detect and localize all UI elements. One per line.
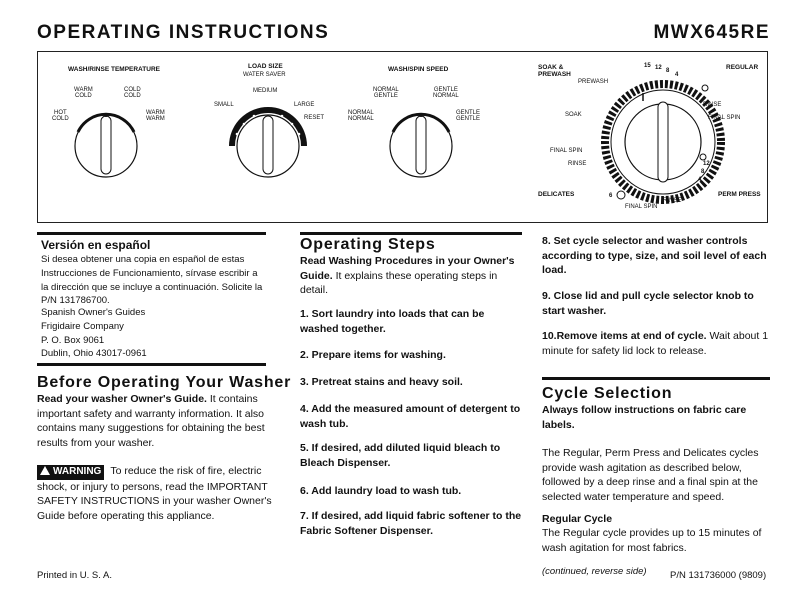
soak-prewash-label: SOAK & PREWASH: [538, 64, 571, 78]
cold-cold-label: COLD COLD: [124, 87, 141, 100]
rinse-label-1: RINSE: [703, 102, 722, 108]
before-rule: [37, 363, 266, 366]
reset-label: RESET: [304, 115, 325, 121]
warning-triangle-icon: [40, 466, 50, 475]
warm-cold-label: WARM COLD: [74, 87, 93, 100]
step-7: 7. If desired, add liquid fabric softener to the Fabric Softener Dispenser.: [300, 510, 522, 537]
warm-warm-label: WARM WARM: [146, 110, 165, 123]
step-8: 8. Set cycle selector and washer controls according to type, size, and soil level of each load.: [542, 235, 767, 276]
printed-in: Printed in U. S. A.: [37, 570, 112, 581]
step-6: 6. Add laundry load to wash tub.: [300, 485, 462, 497]
step-2: 2. Prepare items for washing.: [300, 349, 446, 361]
cycle-text: The Regular, Perm Press and Delicates cycles provide wash agitation as described below, followed by a deep rinse and a final spin at the selected water temperature and speed.: [542, 447, 759, 503]
large-label: LARGE: [294, 102, 315, 108]
step-1: 1. Sort laundry into loads that can be washed together.: [300, 308, 485, 335]
steps-intro: [300, 254, 522, 298]
regular-cycle-heading: Regular Cycle: [542, 513, 613, 525]
wash-rinse-title: WASH/RINSE TEMPERATURE: [68, 66, 160, 73]
wash-spin-title: WASH/SPIN SPEED: [388, 66, 449, 73]
continued-note: (continued, reverse side): [542, 566, 647, 577]
timer-12a: 12: [655, 65, 662, 71]
soak-label: SOAK: [565, 112, 582, 118]
steps-title: Operating Steps: [300, 236, 436, 253]
medium-label: MEDIUM: [253, 88, 278, 94]
gentle-normal-label: GENTLE NORMAL: [433, 87, 459, 100]
steps-lead: Read Washing Procedures in your Owner's Guide.: [300, 255, 515, 282]
model-number: MWX645RE: [653, 22, 770, 43]
cycle-title: Cycle Selection: [542, 385, 673, 402]
step-3: 3. Pretreat stains and heavy soil.: [300, 376, 463, 388]
warning-badge: [37, 465, 104, 480]
regular-cycle-text: The Regular cycle provides up to 15 minutes of wash agitation for most fabrics.: [542, 527, 762, 554]
step-10-lead: 10.Remove items at end of cycle.: [542, 330, 707, 342]
final-spin-label-2: FINAL SPIN: [550, 148, 583, 154]
steps-lead-text: It explains these operating steps in detail.: [300, 269, 498, 296]
perm-press-label: PERM PRESS: [718, 191, 761, 198]
step-9: 9. Close lid and pull cycle selector knob to start washer.: [542, 290, 754, 317]
wash-spin-knob[interactable]: [390, 113, 452, 177]
control-panel-drawing: [38, 52, 766, 221]
wash-rinse-knob[interactable]: [75, 113, 137, 177]
before-lead: Read your washer Owner's Guide.: [37, 393, 207, 405]
final-spin-label-3: FINAL SPIN: [625, 204, 658, 210]
regular-label: REGULAR: [726, 64, 759, 71]
water-saver-label: WATER SAVER: [243, 72, 286, 78]
address-line: Frigidaire Company: [41, 320, 124, 332]
warning-paragraph: [37, 464, 273, 523]
delicates-label: DELICATES: [538, 191, 575, 198]
timer-4b: 4: [698, 177, 702, 183]
page-title: OPERATING INSTRUCTIONS: [37, 22, 330, 43]
timer-4a: 4: [675, 72, 679, 78]
control-panel: [37, 51, 768, 223]
timer-6: 6: [609, 193, 613, 199]
step-4: 4. Add the measured amount of detergent to wash tub.: [300, 403, 521, 430]
spanish-text: Si desea obtener una copia en español de estas Instrucciones de Funcionamiento, sírvase escribir a la dirección que se incluye a continuación. Solicite la P/N 131786700.: [41, 254, 263, 307]
step-10: [542, 329, 770, 358]
small-label: SMALL: [214, 102, 234, 108]
spanish-address: [41, 306, 147, 361]
prewash-label: PREWASH: [578, 79, 609, 85]
rinse-label-2: RINSE: [568, 161, 587, 167]
before-paragraph: [37, 392, 273, 450]
cycle-lead: Always follow instructions on fabric care labels.: [542, 404, 747, 431]
steps-rule: [300, 232, 522, 235]
load-size-knob[interactable]: [232, 110, 304, 177]
timer-12b: 12: [703, 161, 710, 167]
normal-normal-label: NORMAL NORMAL: [348, 110, 374, 123]
rinse-label-3: RINSE: [663, 198, 682, 204]
step-10-text: Wait about 1 minute for safety lid lock to release.: [542, 330, 769, 357]
spanish-rule: [37, 232, 266, 235]
spanish-title: Versión en español: [41, 238, 151, 252]
part-number: P/N 131736000 (9809): [670, 570, 767, 581]
address-line: Dublin, Ohio 43017-0961: [41, 348, 147, 360]
address-line: P. O. Box 9061: [41, 334, 105, 346]
before-title: Before Operating Your Washer: [37, 374, 292, 391]
timer-8a: 8: [666, 68, 670, 74]
warning-label: WARNING: [53, 466, 102, 477]
step-5: 5. If desired, add diluted liquid bleach to Bleach Dispenser.: [300, 442, 501, 469]
gentle-gentle-label: GENTLE GENTLE: [456, 110, 481, 123]
timer-15: 15: [644, 63, 651, 69]
address-line: Spanish Owner's Guides: [41, 307, 146, 318]
cycle-rule: [542, 377, 770, 380]
hot-cold-label: HOT COLD: [52, 110, 69, 123]
load-size-title: LOAD SIZE: [248, 63, 283, 70]
before-text: It contains important safety and warranty information. It also contains many suggestions for obtaining the best results from your washer.: [37, 393, 265, 449]
final-spin-label-1: FINAL SPIN: [708, 115, 741, 121]
warning-text: To reduce the risk of fire, electric shock, or injury to persons, read the IMPORTANT SAFETY INSTRUCTIONS in your washer Owner's Guide before operating this appliance.: [37, 465, 272, 522]
timer-8b: 8: [701, 169, 705, 175]
normal-gentle-label: NORMAL GENTLE: [373, 87, 399, 100]
